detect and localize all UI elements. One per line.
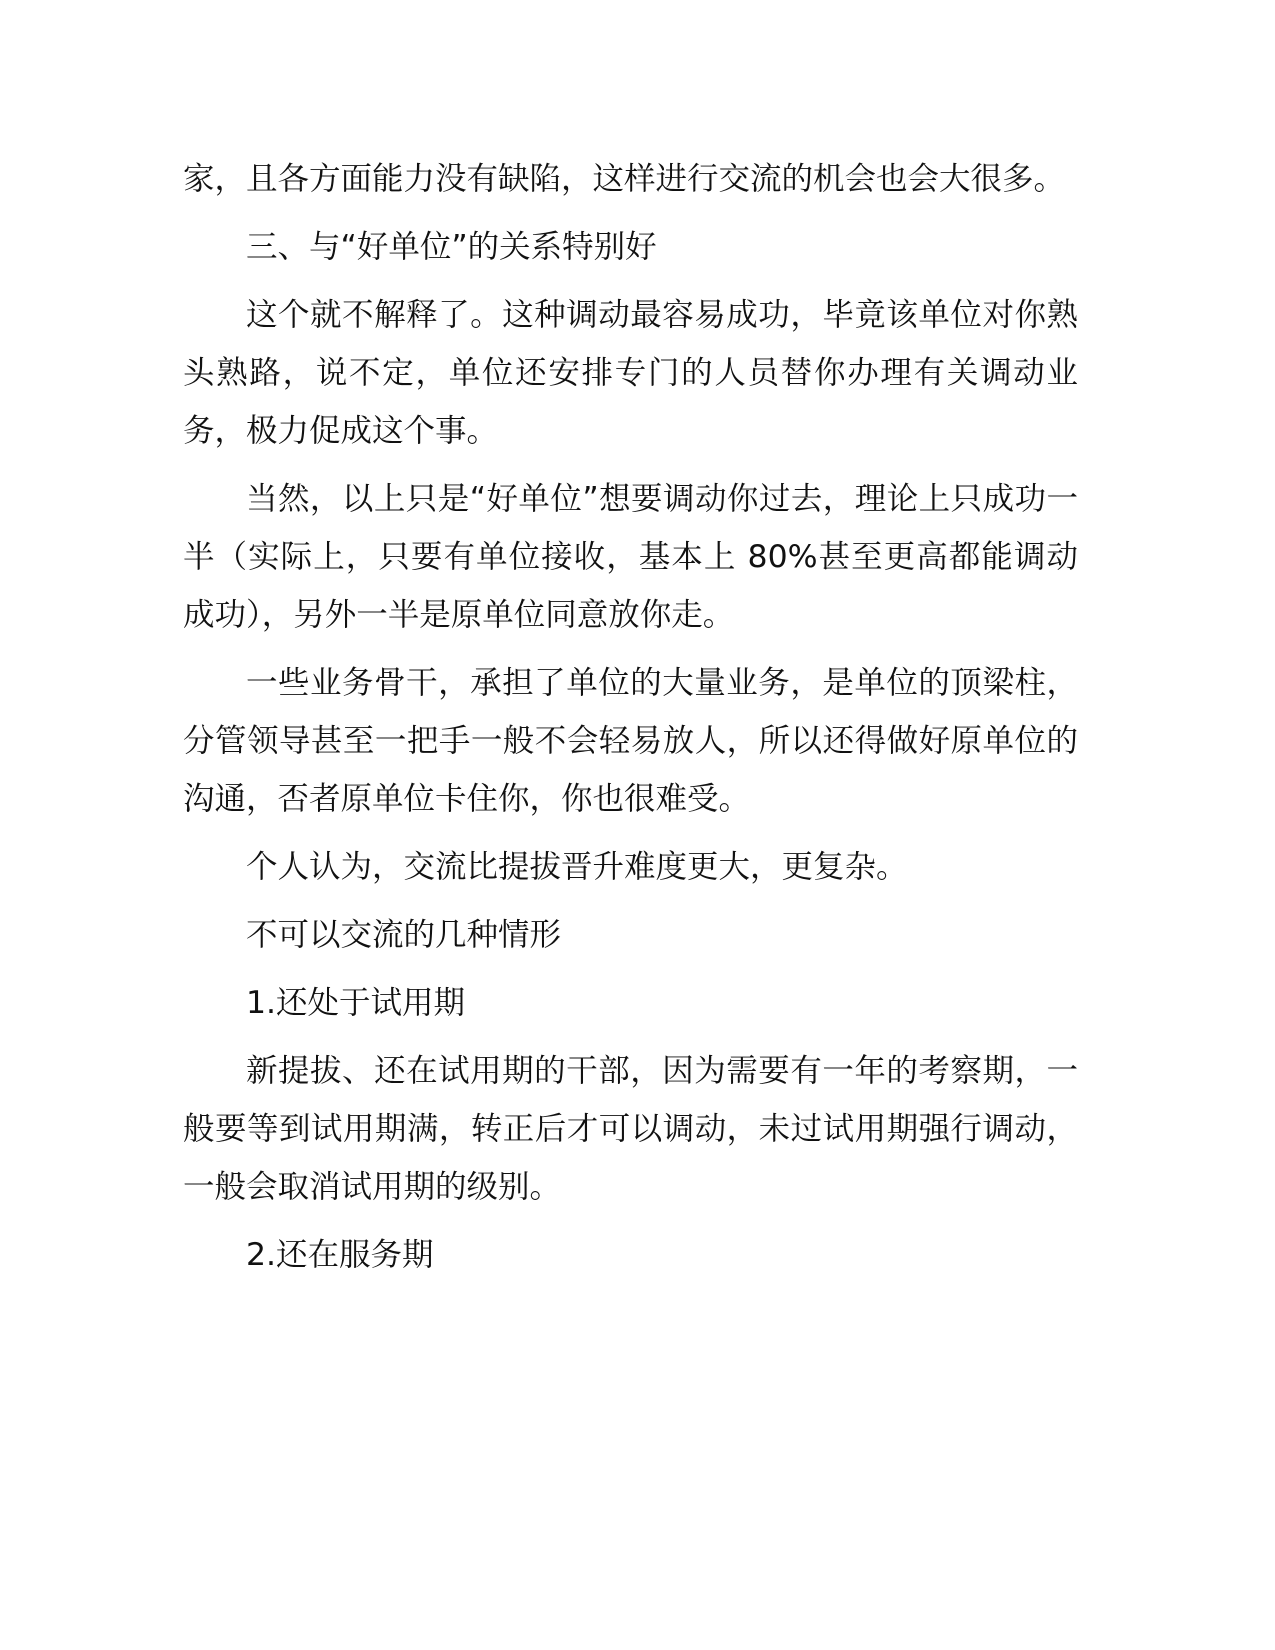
section-heading-cannot-exchange: 不可以交流的几种情形 — [246, 917, 562, 953]
paragraph: 这个就不解释了。这种调动最容易成功，毕竟该单位对你熟头熟路，说不定，单位还安排专门的人员替你办理有关调动业务，极力促成这个事。 — [183, 297, 1078, 449]
list-heading-service-period: 2.还在服务期 — [246, 1237, 434, 1273]
paragraph-continuation: 家，且各方面能力没有缺陷，这样进行交流的机会也会大很多。 — [183, 161, 1066, 197]
document-body — [183, 150, 1078, 1294]
paragraph: 个人认为，交流比提拔晋升难度更大，更复杂。 — [246, 849, 908, 885]
section-heading-good-unit: 三、与“好单位”的关系特别好 — [246, 229, 657, 265]
list-heading-probation: 1.还处于试用期 — [246, 985, 466, 1021]
paragraph: 当然，以上只是“好单位”想要调动你过去，理论上只成功一半（实际上，只要有单位接收，基本上 80%甚至更高都能调动成功），另外一半是原单位同意放你走。 — [183, 481, 1078, 633]
paragraph: 一些业务骨干，承担了单位的大量业务，是单位的顶梁柱，分管领导甚至一把手一般不会轻易放人，所以还得做好原单位的沟通，否者原单位卡住你，你也很难受。 — [183, 665, 1078, 817]
paragraph: 新提拔、还在试用期的干部，因为需要有一年的考察期，一般要等到试用期满，转正后才可以调动，未过试用期强行调动，一般会取消试用期的级别。 — [183, 1053, 1078, 1205]
